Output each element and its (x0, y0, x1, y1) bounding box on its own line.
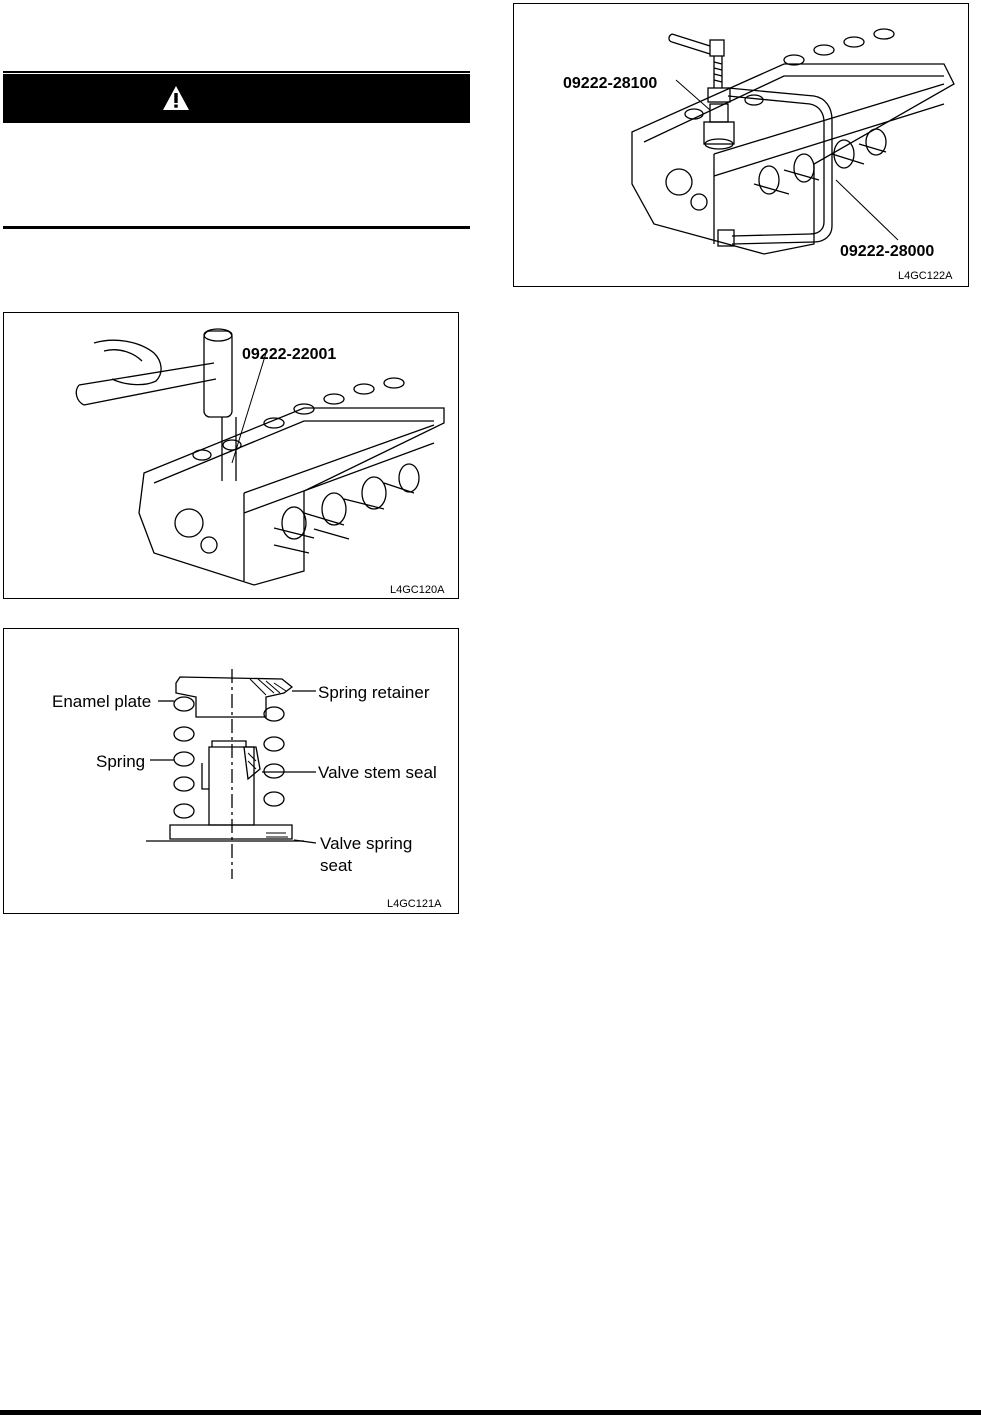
valve-spring-seat-label-line2: seat (320, 856, 353, 875)
valve-spring-seat-label-line1: Valve spring (320, 834, 413, 853)
figure-id-label: L4GC121A (387, 898, 442, 910)
warning-banner (3, 74, 470, 123)
warning-triangle-icon (162, 85, 190, 111)
figure-valve-spring-compressor (513, 3, 969, 287)
spring-retainer-label: Spring retainer (318, 683, 430, 702)
spring-label: Spring (96, 752, 146, 771)
figure-id-label: L4GC120A (390, 584, 445, 596)
cylinder-head-hammer-illustration (4, 313, 460, 600)
enamel-plate-label: Enamel plate (52, 692, 152, 711)
valve-stem-seal-label: Valve stem seal (318, 763, 437, 782)
warning-top-line (3, 71, 470, 73)
warning-bottom-rule (3, 226, 470, 229)
figure-id-label: L4GC122A (898, 270, 953, 282)
figure-valve-spring-section (3, 628, 459, 914)
valve-spring-section-illustration (4, 629, 460, 915)
tool-code-label-b: 09222-28000 (840, 243, 935, 260)
page-bottom-rule (0, 1410, 981, 1415)
cylinder-head-compressor-illustration (514, 4, 970, 288)
figure-valve-guide-drift (3, 312, 459, 599)
tool-code-label-a: 09222-28100 (563, 75, 658, 92)
tool-code-label: 09222-22001 (242, 346, 337, 363)
